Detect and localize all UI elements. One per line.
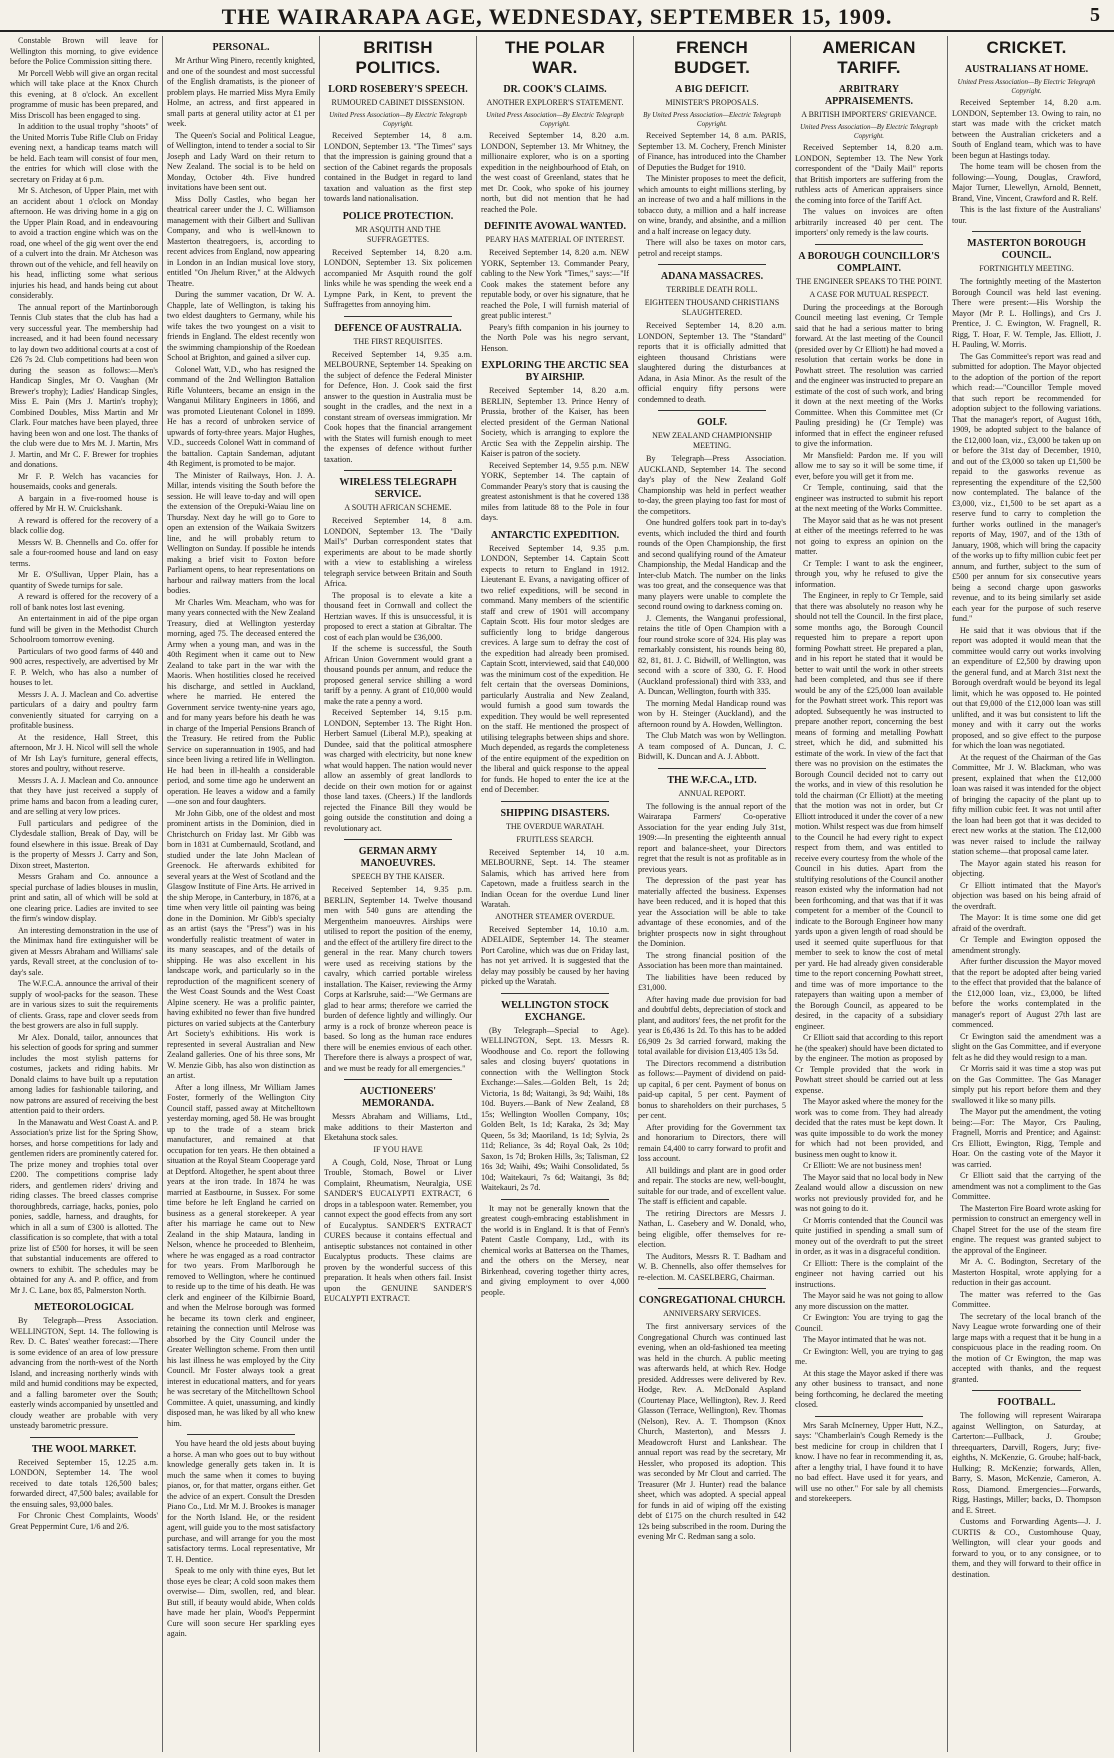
news-paragraph: Mr Porcell Webb will give an organ recital which will take place at the Knox Church this evening, at 8 o'clock. An excellent programme of music has been prepared, and Miss Driscoll has been engaged to sing. (10, 68, 158, 120)
news-paragraph: After having made due provision for bad and doubtful debts, depreciation of stock and plant, and auditors' fees, the net profit for the year is £6,436 1s 2d. To this has to be added £6,909 2s 3d carried forward, making the total available for division £13,405 13s 5d. (638, 994, 786, 1056)
news-paragraph: In addition to the usual trophy "shoots" of the United Morris Tube Rifle Club on Friday evening next, a handicap teams match will be held. Each team will consist of four men, the entries for which will close with the secretary on Friday at 6 p.m. (10, 122, 158, 184)
article-heading: GERMAN ARMY MANOEUVRES. (358, 846, 438, 869)
news-paragraph: J. Clements, the Wanganui professional, retains the title of Open Champion with a four round stroke score of 324. His play was remarkably consistent, his rounds being 80, 82, 81, 81. J. C. Bidwill, of Wellington, was second with a score of 330, G. F. Hood (Auckland professional) third with 333, and A. Duncan, Wellington, fourth with 335. (638, 613, 786, 696)
news-paragraph: The matter was referred to the Gas Committee. (952, 1289, 1101, 1309)
news-paragraph: Mr Alex. Donald, tailor, announces that his selection of goods for spring and summer includes the most stylish patterns for costumes, jackets and riding habits. Mr Donald claims to have built up a reputation among ladies for fashionable tailoring, and now patrons are assured of receiving the best attention paid to their orders. (10, 1032, 158, 1115)
article-heading: ADANA MASSACRES. (660, 271, 764, 282)
news-paragraph: The Auditors, Messrs R. T. Badham and W. B. Chennells, also offer themselves for re-election. M. CASELBERG, Chairman. (638, 1251, 786, 1282)
divider (658, 768, 766, 769)
advertisement: Customs and Forwarding Agents—J. J. CURTIS & CO., Customhouse Quay, Wellington, will clear your goods and forward to you, or to any consignee, or to them, and they will forward to their office in destination. (952, 1517, 1101, 1579)
article-subheading: MINISTER'S PROPOSALS. (665, 98, 759, 107)
article-subheading: ANOTHER EXPLORER'S STATEMENT. (486, 98, 624, 107)
article-heading: DEFINITE AVOWAL WANTED. (484, 221, 626, 232)
article-subheading: RUMOURED CABINET DISSENSION. (331, 98, 465, 107)
article-heading: A BIG DEFICIT. (675, 84, 749, 95)
divider (187, 1434, 295, 1435)
news-paragraph: The W.F.C.A. announce the arrival of their supply of wool-packs for the season. These are in various sizes to suit the requirements of clients. Grass, rape and clover seeds from the best growers are also in full supply. (10, 979, 158, 1030)
article-heading: EXPLORING THE ARCTIC SEA BY AIRSHIP. (481, 360, 629, 383)
news-paragraph: Cr Elliott: There is the complaint of the engineer not having carried out his instructions. (795, 1258, 943, 1289)
news-paragraph: At the request of the Chairman of the Gas Committee, Mr J. W. Blackman, who was present, explained that when the £12,000 loan was raised it was intended for the object of bringing the capacity of the plant up to fifty million cubic feet. It was not until after the loan had been got that it was decided to erect new works at the station. The £12,000 was never raised to include the railway station scheme—that proposal came later. (952, 752, 1101, 856)
article-heading: THE W.F.C.A., LTD. (667, 774, 757, 786)
article-subheading: THE OVERDUE WARATAH. (505, 821, 605, 831)
article-heading: CONGREGATIONAL CHURCH. (638, 1295, 786, 1306)
news-paragraph: The Minister proposes to meet the deficit, which amounts to eight millions sterling, by an increase of two and a half millions in the tobacco duty, a million and a half increase on wine, brandy, and absinthe, and a million and a half increase on legacy duty. (638, 174, 786, 236)
news-paragraph: Received September 14, 9.35 a.m. MELBOURNE, September 14. Speaking on the subject of defence the Federal Minister for Defence, Hon. J. Cook said the first answer to the question in Australia must be sought in the cradles, and the next in a constant stream of overseas immigration. Mr Cook hopes that the financial arrangement with the States will furnish enough to meet the expenses of defence without further taxation. (324, 349, 472, 464)
article-subheading: A CASE FOR MUTUAL RESPECT. (809, 289, 929, 299)
news-paragraph: During the summer vacation, Dr W. A. Chapple, late of Wellington, is taking his two eldest daughters to Germany, while his wife takes the two youngest on a visit to friends in England. The eldest recently won the swimming championship of the Roedean School at Brighton, and gained a silver cup. (167, 290, 315, 362)
news-paragraph: Cr Elliott said that the carrying of the amendment was not a compliment to the Gas Committee. (952, 1171, 1101, 1201)
advertisement: It may not be generally known that the greatest cough-embracing establishment in the world is in England. It is that of Fenn's Patent Castle Company, Ltd., with its chemical works at Battersea on the Thames, and the others on the Mersey, near Birkenhead, covering together thirty acres, and giving employment to over 4,000 people. (481, 1203, 629, 1297)
divider (30, 1437, 138, 1438)
news-paragraph: Constable Brown will leave for Wellington this morning, to give evidence before the Police Commission sitting there. (10, 36, 158, 66)
news-paragraph: A reward is offered for the recovery of a roll of bank notes lost last evening. (10, 592, 158, 612)
column-5 (634, 36, 791, 1752)
news-paragraph: There will also be taxes on motor cars, petrol and receipt stamps. (638, 238, 786, 258)
news-paragraph: The Mayor again stated his reason for objecting. (952, 858, 1101, 878)
news-paragraph: Received September 14, 9.35 p.m. BERLIN, September 14. Twelve thousand men with 540 guns are attending the Mergentheim manoeuvres. Airships were utilised to report the position of the enemy, and the effect of the artillery fire direct to the general in the rear. Many church towers were used as receiving stations by the cavalry, which carried portable wireless installation. The Kaiser, reviewing the Army Corps at Karlsruhe, said:—"We Germans are glad to hear arms; therefore we carried the burden of defence lightly and willingly. Our army is a rock of bronze whereon peace is based. So long as the human race endures there will be enemies envious of each other. Therefore there is always a prospect of war, and we must be ready for all emergencies." (324, 885, 472, 1073)
news-paragraph: Mr E. O'Sullivan, Upper Plain, has a quantity of Swede turnips for sale. (10, 570, 158, 590)
article-heading: MASTERTON BOROUGH COUNCIL. (967, 238, 1086, 261)
news-paragraph: Cr Ewington said the amendment was a slight on the Gas Committee, and if everyone felt as he did they would resign to a man. (952, 1031, 1101, 1062)
news-paragraph: The values on invoices are often arbitrarily increased 40 per cent. The importers' only remedy is the law courts. (795, 207, 943, 237)
wire-credit: United Press Association—By Electric Telegraph Copyright. (800, 123, 938, 140)
divider (972, 231, 1081, 232)
news-paragraph: Received September 14, 8.20 a.m. NEW YORK, September 13. Commander Peary, cabling to the New York "Times," says:—"If Cook makes the statement before any reputable body, or over his signature, that he reached the Pole, I will furnish material of great public interest." (481, 248, 629, 320)
column-7 (948, 36, 1105, 1752)
divider (344, 1079, 452, 1080)
news-paragraph: This is the last fixture of the Australians' tour. (952, 205, 1101, 225)
news-paragraph: Received September 14, 9.35 p.m. LONDON, September 14. Captain Scott expects to return to England in 1912. Lieutenant E. Evans, a navigating officer of two relief expeditions, will be second in command. Many members of the scientific staff and crew of 1901 will accompany Captain Scott. His four motor sledges are sufficiently long to bridge dangerous crevices. A large sum to defray the cost of the expedition had already been promised. Captain Scott, interviewed, said that £40,000 was the minimum cost of the expedition. He felt certain that the overseas Dominions, particularly Australia and New Zealand, would furnish a good sum towards the expedition. They would be well represented on the staff. He mentioned the prospect of utilising telegraphs between ships and shore. Much depended, as regards the completeness of the entire equipment of the expedition on the liberal and quick response to the appeal for funds. He hoped to enter the ice at the end of December. (481, 543, 629, 794)
news-paragraph: Particulars of two good farms of 440 and 900 acres, respectively, are advertised by Mr F. P. Welch, who has also a number of houses to let. (10, 646, 158, 687)
divider (658, 410, 766, 411)
section-heading: BRITISH POLITICS. (355, 38, 441, 77)
news-paragraph: Cr Morris said it was time a stop was put on the Gas Committee. The Gas Manager simply put his report before them and they swallowed it like so many pills. (952, 1064, 1101, 1105)
section-heading: THE POLAR WAR. (504, 38, 606, 77)
article-subheading: FORTNIGHTLY MEETING. (979, 264, 1074, 273)
divider (501, 1199, 609, 1200)
news-paragraph: The retiring Directors are Messrs J. Nathan, L. Casebery and W. Donald, who, being eligible, offer themselves for re-election. (638, 1208, 786, 1249)
news-paragraph: Received September 14, 9.55 p.m. NEW YORK, September 14. The captain of Commander Peary's story that is causing the greatest astonishment is that he covered 138 miles from latitude 88 to the Pole in four days. (481, 460, 629, 522)
news-paragraph: The first anniversary services of the Congregational Church was continued last evening, when an old-fashioned tea meeting was held in the church. A public meeting was afterwards held, at which Rev. Hodge presided. Addresses were delivered by Rev. Hodge, Rev. A. McDonald Aspland (Courtenay Place, Wellington), Rev. J. Reed Glasson (Terrace, Wellington), Rev. Thomas (Nelson), Rev. A. T. Thompson (Knox Church, Masterton), and Messrs J. Meadowcroft Hurst and Lankshear. The annual report was read by the secretary, Mr Hessler, who proposed its adoption. This was seconded by Mr Clout and carried. The Treasurer (Mr J. Hunter) read the balance sheet, which was adopted. A special appeal for funds in aid of wiping off the existing debt of £175 on the church resulted in £42 12s being subscribed in the room. During the evening Mr C. Redman sang a solo. (638, 1322, 786, 1541)
article-subheading: TERRIBLE DEATH ROLL. (666, 285, 758, 294)
section-heading: METEOROLOGICAL (34, 1302, 134, 1313)
news-paragraph: All buildings and plant are in good order and repair. The stocks are new, well-bought, suitable for our trade, and of excellent value. The staff is efficient and capable. (638, 1165, 786, 1206)
news-paragraph: The Mayor: It is time some one did get afraid of the overdraft. (952, 913, 1101, 933)
news-paragraph: Received September 14, 8.20 a.m. LONDON, September 13. Six policemen accompanied Mr Asquith round the golf links while he was spending the week end a Lympne Park, in Kent, to prevent the Suffragettes from annoying him. (324, 247, 472, 309)
news-paragraph: The Mayor said that as he was not present at either of the meetings referred to he was not going to express an opinion on the matter. (795, 515, 943, 556)
article-heading: DR. COOK'S CLAIMS. (503, 84, 607, 95)
news-paragraph: Received September 14, 8 a.m. PARIS, September 13. M. Cochery, French Minister of Finance, has introduced into the Chamber of Deputies the Budget for 1910. (638, 131, 786, 172)
article-heading: A BOROUGH COUNCILLOR'S COMPLAINT. (798, 250, 940, 274)
news-paragraph: The Directors recommend a distribution as follows:—Payment of dividend on paid-up capital, 6 per cent. Payment of bonus on paid-up capital, 5 per cent. Payment of bonus to shareholders on their purchases, 5 per cent. (638, 1058, 786, 1120)
article-heading: LORD ROSEBERY'S SPEECH. (328, 84, 468, 95)
news-paragraph: The strong financial position of the Association has been more than maintained. (638, 950, 786, 970)
article-heading: SHIPPING DISASTERS. (500, 807, 610, 819)
news-paragraph: After a long illness, Mr William James Foster, formerly of the Wellington City Council staff, passed away at Mitchelltown yesterday morning, aged 58. He was brought up to the trade of a steam brick manufacturer, and remained at that occupation for ten years. He then obtained a situation at the Royal Steam Cooperage yard at Deptford. Altogether, he spent about three years at the iron trade. In 1874 he was married at Eastbourne, in Sussex. For some time before he left England he carried on business as a general storekeeper. A year after his marriage he came out to New Zealand in the ship Mataura, landing in Nelson, whence he proceeded to Blenheim, where he was engaged as a road contractor for two years. From Marlborough he removed to Wellington, where he continued to reside up to the time of his death. He was clerk and engineer of the Kilbirnie Board, and when the Melrose borough was formed he became its town clerk and engineer, retaining the connection until Melrose was absorbed by the City Council under the Greater Wellington scheme. From then until his last illness he was employed by the City Council. Mr Foster always took a great interest in educational matters, and for years he was secretary of the Mitchelltown School Committee. A quiet, unassuming, and kindly disposed man, he was liked by all who knew him. (167, 1082, 315, 1428)
article-subheading: THE FIRST REQUISITES. (353, 336, 443, 346)
section-heading: AMERICAN TARIFF. (822, 38, 916, 77)
article-subheading: EIGHTEEN THOUSAND CHRISTIANS SLAUGHTERED. (644, 298, 780, 317)
masthead (0, 0, 1114, 32)
news-paragraph: If the scheme is successful, the South African Union Government would grant a thousand pounds per annum, and reduce the proposed general service shilling a word tariff by a penny. A grant of £10,000 would make the rate a penny a word. (324, 644, 472, 706)
article-heading: DEFENCE OF AUSTRALIA. (334, 322, 462, 334)
news-paragraph: The depression of the past year has materially affected the business. Expenses have been reduced, and it is hoped that this year the Association will be able to take advantage of these economies, and of the brighter prospects now in sight throughout the Dominion. (638, 876, 786, 948)
column-3 (320, 36, 477, 1752)
divider (344, 470, 452, 471)
news-paragraph: Cr Morris contended that the Council was quite justified in spending a small sum of money out of the overdraft to put the street in order, as it was in a disgraceful condition. (795, 1215, 943, 1256)
news-paragraph: After providing for the Government tax and honorarium to Directors, there will remain £4,400 to carry forward to profit and loss account. (638, 1122, 786, 1163)
news-paragraph: Peary's fifth companion in his journey to the North Pole was his negro servant, Henson. (481, 322, 629, 353)
article-subheading: A BRITISH IMPORTERS' GRIEVANCE. (801, 110, 937, 119)
divider (658, 264, 766, 265)
article-subheading: ANNUAL REPORT. (678, 788, 746, 798)
news-paragraph: An entertainment in aid of the pipe organ fund will be given in the Methodist Church Schoolroom tomorrow evening. (10, 614, 158, 644)
page-columns (6, 36, 1108, 1752)
news-paragraph: Messrs Graham and Co. announce a special purchase of ladies blouses in muslin, print and satin, all of which will be sold at one clearing price. Ladies are invited to see the firm's window display. (10, 872, 158, 923)
page-number: 5 (1090, 4, 1100, 26)
news-paragraph: At this stage the Mayor asked if there was any other business to transact, and none being forthcoming, he declared the meeting closed. (795, 1368, 943, 1409)
news-paragraph: Mr F. P. Welch has vacancies for housemaids, cooks and generals. (10, 471, 158, 491)
article-subheading: THE ENGINEER SPEAKS TO THE POINT. (795, 276, 943, 286)
news-paragraph: After further discussion the Mayor moved that the report be adopted after being varied to the effect that provided that the balance of the £12,000 loan, viz., £3,000, be lifted before the works contemplated in the manager's report of August 27th last are commenced. (952, 957, 1101, 1029)
news-paragraph: Messrs J. A. J. Maclean and Co. announce that they have just received a supply of prime hams and bacon from a leading curer, and are selling at very low prices. (10, 775, 158, 816)
wire-credit: United Press Association—By Electric Telegraph Copyright. (957, 78, 1096, 95)
section-heading: THE WOOL MARKET. (31, 1443, 137, 1455)
advertisement: Mrs Sarah McInerney, Upper Hutt, N.Z., says: "Chamberlain's Cough Remedy is the best medicine for croup in children that I know. I have no fear in recommending it, as, after a lengthy trial, I have found it to have no bad effect. Have used it for years, and will use no other." For sale by all chemists and storekeepers. (795, 1420, 943, 1503)
news-paragraph: Received September 14, 8.20 a.m. BERLIN, September 13. Prince Henry of Prussia, brother of the Kaiser, has been elected president of the German National Society, which is arranging to explore the Arctic Sea with the Zeppelin airship. The Kaiser is patron of the society. (481, 386, 629, 458)
news-paragraph: Received September 14, 8.20 a.m. LONDON, September 13. Owing to rain, no start was made with the cricket match between the Australian cricketers and a South of England team, which was to have been begun at Hastings today. (952, 98, 1101, 160)
divider (501, 801, 609, 802)
divider (344, 839, 452, 840)
news-paragraph: The Mayor asked where the money for the work was to come from. They had already decided that the rates must be kept down. It was quite impossible to do work the money for which had not been provided, and business men ought to know it. (795, 1097, 943, 1159)
news-paragraph: The annual report of the Martinborough Tennis Club states that the club has had a very successful year. The membership had increased, and it had been found necessary to lay down two additional courts at a cost of £26 7s 2d. Club competitions had been won during the season as follows:—Men's Handicap Singles, Mr O. Vaughan (Mr Brewer's trophy); Ladies' Handicap Singles, Miss E. Pain (Mrs J. Martin's trophy); Combined Doubles, Miss Martin and Mr Clark. Four matches have been played, three having been won and one lost. The thanks of the club were due to Mrs M. J. Martin, Mrs J. Martin, and Mr C. F. Brewer for trophies and donations. (10, 302, 158, 469)
wire-credit: By United Press Association—Electric Telegraph Copyright. (643, 111, 781, 128)
advertisement: You have heard the old jests about buying a horse. A man who goes out to buy without knowledge generally gets taken in. It is much the same when it comes to buying pianos, or, for that matter, organs either. Get the advice of an expert. Consult the Dresden Piano Co., Ltd. Mr M. J. Brookes is manager for the North Island. He, or the resident agent, will guide you to the most satisfactory purchase, and will arrange for you the most satisfactory terms. Local representative, Mr T. H. Dentice. (167, 1439, 315, 1564)
column-6 (791, 36, 948, 1752)
advertisement: A Cough, Cold, Nose, Throat or Lung Trouble, Stomach, Bowel or Liver Complaint, Rheumatism, Neuralgia, USE SANDER'S EUCALYPTI EXTRACT, 6 drops in a tablespoon water. Remember, you cannot expect the good effects from any sort of Eucalyptus. SANDER'S EXTRACT CURES because it contains effectual and antiseptic substances not contained in other Eucalyptus products. These claims are proven by the wonderful success of this preparation. It heals when others fail. Insist upon the GENUINE SANDER'S EUCALYPTI EXTRACT. (324, 1157, 472, 1303)
news-paragraph: The Gas Committee's report was read and submitted for adoption. The Mayor objected to the adoption of the portion of the report which read:—"Councillor Temple moved that such report be recommended for adoption subject to the following variations. That the manager's report, of August 16th, 1909, be adopted subject to the balance of the £12,000 loan, viz., £3,000 be taken up on or before the 31st day of December, 1910, and out of the £3,000 so taken up £1,500 be repaid to the gasworks revenue as representing the expenditure of the £2,500 now contemplated. The balance of the £3,000, viz., £1,500 to be set apart as a reserve fund to carry to completion the further works outlined in the manager's reports of May, 1907, and of the 13th of January, 1908, which will bring the capacity of the works up to fifty million cubic feet per annum, and further, subject to the sum of £500 per annum for six consecutive years being a second charge upon gasworks revenue, and to its being similarly set aside each year for the purpose of such reserve fund." (952, 351, 1101, 623)
article-subheading: A SOUTH AFRICAN SCHEME. (344, 503, 452, 512)
article-heading: ANTARCTIC EXPEDITION. (490, 529, 620, 541)
news-paragraph: Messrs J. A. J. Maclean and Co. advertise particulars of a dairy and poultry farm conveniently situated for carrying on a profitable business. (10, 689, 158, 730)
article-heading: WIRELESS TELEGRAPH SERVICE. (339, 477, 457, 500)
section-heading: PERSONAL. (212, 42, 270, 53)
section-heading: CRICKET. (986, 38, 1067, 57)
news-paragraph: Cr Temple, continuing, said that the engineer was instructed to submit his report at the next meeting of the Works Committee. (795, 483, 943, 513)
news-paragraph: Cr Elliott intimated that the Mayor's objection was based on his being afraid of the overdraft. (952, 880, 1101, 911)
advertisement-verse: Speak to me only with thine eyes, But let those eyes be clear; A cold soon makes them overwise— Dim, swollen, red, and blear. But still, if beauty would abide, When colds have made her plain, Wood's Peppermint Cure will soon secure Her sparkling eyes again. (167, 1566, 315, 1638)
news-paragraph: During the proceedings at the Borough Council meeting last evening, Cr Temple said that he had a serious matter to bring forward. At the last meeting of the Council (presided over by Cr Elliott) he had moved a resolution that certain works be done in Powhatt street. The resolution was carried and the engineer was instructed to prepare an estimate of the cost of such work, and bring it down at the next meeting of the Works Committee. When this Committee met (Cr Pauling presiding) he (Cr Temple) was informed that in effect the engineer refused to give the information. (795, 302, 943, 448)
divider (815, 244, 923, 245)
news-paragraph: Cr Elliott: We are not business men! (803, 1161, 922, 1170)
news-paragraph: The proposal is to elevate a kite a thousand feet in Cornwall and collect the Hertzian waves. If this is unsuccessful, it is proposed to erect a station at Gibraltar. The cost of each plan would be £36,000. (324, 590, 472, 642)
news-paragraph: Mr A. C. Bodington, Secretary of the Masterton Hospital, wrote applying for a reduction in their gas account. (952, 1257, 1101, 1287)
news-paragraph: Mr S. Atcheson, of Upper Plain, met with an accident about 1 o'clock on Monday afternoon. He was driving home in a gig on the Upper Plain Road, and in endeavouring to avoid a traction engine which was on the road, one wheel of the gig went over the end of a culvert into the drain. Mr Atcheson was thrown out of the vehicle, and fell heavily on his head, inflicting some what serious injuries his head, and hands being cut about considerably. (10, 186, 158, 300)
article-subheading: PEARY HAS MATERIAL OF INTEREST. (485, 235, 625, 244)
news-paragraph: At the residence, Hall Street, this afternoon, Mr J. H. Nicol will sell the whole of Mr Ish Lay's furniture, general effects, stores and poultry, without reserve. (10, 732, 158, 773)
article-heading: AUSTRALIANS AT HOME. (964, 64, 1089, 75)
column-2 (163, 36, 320, 1752)
news-paragraph: Colonel Watt, V.D., who has resigned the command of the 2nd Wellington Battalion Rifle Volunteers, became an ensign in the Wanganui Military Engineers in 1866, and was promoted Lieutenant Colonel in 1899. He has a record of unbroken service of upwards of forty-three years. Major Hughes, V.D., succeeds Colonel Watt in command of the battalion. Captain Sandeman, adjutant 4th Regiment, is promoted to be major. (167, 364, 315, 468)
divider (972, 1390, 1081, 1391)
article-heading: POLICE PROTECTION. (342, 210, 454, 222)
news-paragraph: Messrs W. B. Chennells and Co. offer for sale a four-roomed house and land on easy terms. (10, 537, 158, 568)
news-paragraph: (By Telegraph—Special to Age). WELLINGTON, Sept. 13. Messrs R. Woodhouse and Co. report the following sales and closing buyers' quotations in connection with the Wellington Stock Exchange:—Sales.—Golden Belt, 1s 2d; Victoria, 1s 8d; Waitangi, 3s 9d; Waihi, 18s 10d. Buyers.—Bank of New Zealand, £8 15s; Wellington Woollen Company, 10s; Golden Belt, 1s 1d; Karaka, 2s 3d; May Queen, 5s 3d; Maoriland, 1s 1d; Sylvia, 2s 11d; Reliance, 3s 4d; Royal Oak, 2s 10d; Saxon, 1s 7d; Broken Hills, 3s; Talisman, £2 16s 3d; Waihi, 49s; Waihi Consolidated, 5s 10d; Waitekauri, 7s 6d; Waitangi, 3s 8d; Waitekauri, 2s 7d. (481, 1025, 629, 1192)
news-paragraph: The following is the annual report of the Wairarapa Farmers' Co-operative Association for the year ending July 31st, 1909:—In presenting the eighteenth annual report and balance-sheet, your Directors regret that the result is not as profitable as in previous years. (638, 801, 786, 874)
news-paragraph: The Club Match was won by Wellington. A team composed of A. Duncan, J. C. Bidwill, K. Duncan and A. J. Abbott. (638, 731, 786, 761)
article-subheading: SPEECH BY THE KAISER. (351, 872, 445, 881)
news-paragraph: The Mayor put the amendment, the voting being:—For: The Mayor, Crs Pauling, Fragnell, Morris and Prentice; and Against: Crs Elliott, Ewington, Rigg, Temple and Hoar. On the casting vote of the Mayor it was carried. (952, 1107, 1101, 1169)
news-paragraph: Miss Dolly Castles, who began her theatrical career under the J. C. Williamson management with their Gilbert and Sullivan Company, and who is well-known to Masterton theatregoers, is, according to recent advices from England, now appearing in London in an Indian musical love story, entitled "On Jhelum River," at the Aldwych Theatre. (167, 194, 315, 288)
news-paragraph: The Masterton Fire Board wrote asking for permission to construct an emergency well in Chapel Street for the use of the steam fire engine. The request was granted subject to the approval of the Engineer. (952, 1203, 1101, 1255)
divider (344, 316, 452, 317)
news-paragraph: The Mayor intimated that he was not. (803, 1335, 927, 1344)
news-paragraph: A reward is offered for the recovery of a black collie dog. (10, 515, 158, 535)
newspaper-title: THE WAIRARAPA AGE, WEDNESDAY, SEPTEMBER 15, 1909. (221, 4, 893, 29)
news-paragraph: Received September 14, 8.20 a.m. LONDON, September 13. The "Standard" reports that it is officially admitted that eighteen thousand Christians were slaughtered during the disturbances at Adana, in Asia Minor. As the result of the official enquiry fifty persons were condemned to death. (638, 321, 786, 404)
news-paragraph: Messrs Abraham and Williams, Ltd., make additions to their Masterton and Eketahuna stock sales. (324, 1112, 472, 1142)
article-heading: AUCTIONEERS' MEMORANDA. (359, 1086, 437, 1109)
news-paragraph: Mr Arthur Wing Pinero, recently knighted, and one of the soundest and most successful of the English dramatists, is the pioneer of problem plays. He married Miss Myra Emily Holme, an actress, and first appeared in small parts at general utility actor at £1 per week. (167, 56, 315, 128)
news-paragraph: An interesting demonstration in the use of the Minimax hand fire extinguisher will be given at Messrs Abraham and Williams' sale yards, Revall street, at the conclusion of to-day's sale. (10, 925, 158, 977)
news-paragraph: Received September 14, 10 a.m. MELBOURNE, Sept. 14. The steamer Salamis, which has arrived here from Capetown, made a fruitless search in the Indian Ocean for the overdue Lund liner Waratah. (481, 847, 629, 909)
news-paragraph: The liabilities have been reduced by £31,000. (638, 972, 786, 992)
news-paragraph: Full particulars and pedigree of the Clydesdale stallion, Break of Day, will be found elsewhere in this issue. Break of Day is the property of Messrs J. Carry and Son, Dixon street, Masterton. (10, 818, 158, 870)
advertisement-heading: IF YOU HAVE (373, 1144, 423, 1154)
news-paragraph: He said that it was obvious that if the report was adopted it would mean that the committee would carry out works involving an expenditure of £2,500 by drawing upon the general fund, and at March 31st next the Borough overdraft would be beyond its legal limit, which he was opposed to. He pointed out that £9,000 of the £12,000 loan was still unlifted, and it was but consistent to lift the money and with it carry out the works proposed, and so give effect to the purpose for which the loan was negotiated. (952, 625, 1101, 750)
section-heading: FRENCH BUDGET. (673, 38, 751, 77)
divider (815, 1416, 923, 1417)
article-subheading: MR ASQUITH AND THE SUFFRAGETTES. (355, 224, 441, 244)
news-paragraph: A bargain in a five-roomed house is offered by Mr H. W. Cruickshank. (10, 493, 158, 513)
news-paragraph: The Queen's Social and Political League, of Wellington, intend to tender a social to Sir Joseph and Lady Ward on their return to New Zealand. The social is to be held on Monday, October 4th. Five hundred invitations have been sent out. (167, 130, 315, 192)
news-paragraph: The following will represent Wairarapa against Wellington, on Saturday, at Carterton:—Fullback, J. Groube; threequarters, Darvill, Rogers, Jury; five-eighths, N. McKenzie, G. Groube; half-back, Hulking; R. McKenzie; forwards, Allen, Barry, S. Mason, McKenzie, Cameron, A. Ross, Diamond. Emergencies—Forwards, Rigg, Hastings, Miller; backs, D. Thompson and E. Street. (952, 1411, 1101, 1515)
news-paragraph: Received September 14, 8.20 a.m. LONDON, September 13. Mr Whitney, the millionaire explorer, who is on a sporting expedition in the neighbourhood of Etah, on the west coast of Greenland, states that he met Dr. Cook, who spoke of his journey north, but did not mention that he had reached the Pole. (481, 131, 629, 214)
article-heading: ARBITRARY APPRAISEMENTS. (824, 84, 914, 107)
news-paragraph: Mr Charles Wm. Meacham, who was for many years connected with the New Zealand Treasury, died at Wellington yesterday morning, aged 75. The deceased entered the Army when a young man, and was in the 40th Regiment when it came out to New Zealand to take part in the war with the Maoris. When hostilities closed he received his discharge, and settled in Auckland, where he married. He entered the Government service twenty-nine years ago, and for many years before his death he was in charge of the Imperial Pensions Branch of the Treasury. He retired from the Public Service on superannuation in 1905, and had since been living a retired life in Wellington. He had been in ill-health a considerable period, and some time ago he underwent an operation. He leaves a widow and a family—one son and four daughters. (167, 597, 315, 806)
wire-credit: United Press Association—By Electric Telegraph Copyright. (329, 111, 467, 128)
article-subheading: FRUITLESS SEARCH. (516, 834, 594, 844)
column-4 (477, 36, 634, 1752)
news-paragraph: Received September 15, 12.25 a.m. LONDON, September 14. The wool received to date totals 126,500 bales; forwarded direct, 47,500 bales; available for the ensuing sales, 93,000 bales. (10, 1457, 158, 1509)
footer-note: For Chronic Chest Complaints, Woods' Great Peppermint Cure, 1/6 and 2/6. (10, 1511, 158, 1531)
news-paragraph: Received September 14, 8 a.m. LONDON, September 13. "The Times" says that the impression is gaining ground that a section of the Cabinet regards the proposals contained in the Budget in regard to land taxation and valuation as the first step towards land nationalisation. (324, 131, 472, 203)
article-heading: FOOTBALL. (997, 1397, 1056, 1408)
article-heading: GOLF. (697, 417, 727, 428)
news-paragraph: Received September 14, 8.20 a.m. LONDON, September 13. The New York correspondent of the "Daily Mail" reports that British importers are suffering from the ruthless acts of American appraisers since the coming into force of the Tariff Act. (795, 143, 943, 205)
news-paragraph: Cr Temple: I want to ask the engineer, through you, why he refused to give the information. (795, 558, 943, 589)
news-paragraph: Mr John Gibb, one of the oldest and most prominent artists in the Dominion, died in Christchurch on Friday last. Mr Gibb was born in 1831 at Cumbernauld, Scotland, and studied under the late John Maclean of Greenock. He afterwards exhibited for several years at the West of Scotland and the Glasgow Institute of Fine Arts. He arrived in the ship Merope, in Canterbury, in 1876, at a time when very little oil painting was being done in the Dominion. Mr Gibb's specialty as an artist (says the "Press") was in his wonderfully realistic treatment of water in its many seascapes, and of the details of shipping. He was also excellent in his landscape work, and particularly so in the reproduction of the magnificent scenery of the West Coast Sounds and the West Coast Alpine scenery. He was a prolific painter, having exhibited no fewer than five hundred pictures on varied subjects at the Canterbury Art Society's exhibitions. His work is represented in several Australian and New Zealand galleries. One of his three sons, Mr W. Menzie Gibb, has also won distinction as an artist. (167, 808, 315, 1080)
news-paragraph: Cr Temple and Ewington opposed the amendment strongly. (952, 935, 1101, 955)
news-paragraph: By Telegraph—Press Association. WELLINGTON, Sept. 14. The following is Rev. D. C. Bates' weather forecast:—There is some evidence of an area of low pressure advancing from the north-west of the North Island, and increasing northerly winds with mild and humid conditions may be expected, and a falling barometer over the South; easterly winds accompanied by unsettled and cloudy weather are probable with very unsteady barometric pressure. (10, 1316, 159, 1430)
news-paragraph: One hundred golfers took part in to-day's events, which included the third and fourth rounds of the Open Championship, the first and second qualifying round of the Amateur Championship, the Medal Handicap and the Inter-club Match. The number on the links was too great, and the consequence was that many players were unable to complete the second round owing to darkness coming on. (638, 518, 786, 611)
news-paragraph: The morning Medal Handicap round was won by H. Steinger (Auckland), and the afternoon round by A. Howden, Wellington. (638, 698, 786, 729)
news-paragraph: By Telegraph—Press Association. AUCKLAND, September 14. The second day's play of the New Zealand Golf Championship was held in perfect weather to-day, the green playing too fast for most of the competitors. (638, 454, 786, 516)
news-paragraph: The Mayor said that no local body in New Zealand would allow a discussion on new works not previously provided for, and he was not going to do it. (795, 1172, 943, 1213)
article-subheading: NEW ZEALAND CHAMPIONSHIP MEETING. (652, 431, 772, 450)
wire-credit: United Press Association—By Electric Telegraph Copyright. (486, 111, 624, 128)
news-paragraph: The secretary of the local branch of the Navy League wrote forwarding one of their large maps with a request that it be hung in a conspicuous place in the reading room. On the motion of Cr Ewington, the map was accepted with thanks, and the request granted. (952, 1311, 1101, 1384)
article-subheading: ANNIVERSARY SERVICES. (663, 1309, 761, 1318)
news-paragraph: The fortnightly meeting of the Masterton Borough Council was held last evening. There were present:—His Worship the Mayor (Mr P. L. Hollings), and Crs J. Prentice, J. C. Ewington, W. Fragnell, R. Rigg, T. Hoar, F. W. Temple, Jas. Elliott, J. H. Pauling, W. Morris. (952, 277, 1101, 349)
news-paragraph: Cr Elliott said that according to this report he (the speaker) should have been dictated to by the engineer. The motion as proposed by Cr Temple provided that the work in Powhatt street should be carried out at less expense. (795, 1033, 943, 1095)
news-paragraph: The Engineer, in reply to Cr Temple, said that there was absolutely no reason why he should not tell the Council. In the first place, some months ago, the Borough Council requested him to prepare a report upon forming Powhatt street. He prepared a plan, and in his report he stated that it would be better to wait until the work in other streets had been completed, and thus see if there would be any of the £25,000 loan available for the Powhatt street work. This report was adopted. Subsequently he was instructed to prepare another report, concerning the best means of forming and metalling Powhatt street, which he did, and submitted his estimate of the work. In view of the fact that there was no provision on the estimates the Borough Council decided not to carry out the works, and in view of this resolution he told the chairman (Cr Elliott) at the meeting that the motion was not in order, but Cr Elliott introduced it under the cover of a new motion. Whilst respect was due from himself to the Council he had every right to expect respect from them, and was entitled to receive every courtesy from the whole of the Council in his duties. Apart from the stultifying resolutions of the Council another reason existed why the information had not been forthcoming, and that was that if it was competent for a member of the Council to indicate to the Borough Engineer how many yards upon a given length of road should be used it seemed quite superfluous for that member to seek to know the cost of metal per yard. He had already given considerable time to the report concerning Powhatt street, and time was of more importance to the ratepayers than waiting upon a member of the Borough Council, as appeared to be desired, in the capacity of a subsidiary engineer. (795, 591, 943, 1031)
news-paragraph: In the Manawatu and West Coast A. and P. Association's prize list for the Spring Show, horses, and horse competitions for lady and gentlemen riders are prominently catered for. The prize money and trophies total over £200. The competitions comprise lady riders, and gentlemen riders' driving and riding classes. The breed classes comprise thoroughbreds, carriage, hacks, ponies, polo ponies, saddle, harness, and draughts, for which in all a sum of £300 is allotted. The classification is so complete, that with a total prize list of £500 for horses, it will be seen that substantial inducements are offered to owners to exhibit. The schedules may be obtained for any A. and P. office, and from Mr J. C. Lane, box 85, Palmerston North. (10, 1117, 158, 1295)
news-paragraph: Mr Mansfield: Pardon me. If you will allow me to say so it will be some time, if ever, before you will get it from me. (795, 450, 943, 481)
news-paragraph: The home team will be chosen from the following:—Young, Douglas, Crawford, Major Turner, Llewellyn, Arnold, Bennett, Brand, Vine, Vincent, Crawford and R. Relf. (952, 162, 1101, 203)
news-paragraph: Received September 14, 8 a.m. LONDON, September 13. The "Daily Mail's" Durban correspondent states that experiments are about to be made shortly with a view to establishing a wireless telegraph service between Britain and South Africa. (324, 516, 472, 588)
news-paragraph: Received September 14, 10.10 a.m. ADELAIDE, September 14. The steamer Port Caroline, which was due on Friday last, has not yet arrived. It is suggested that the delay may possibly be caused by her having picked up the Waratah. (481, 924, 629, 986)
news-paragraph: Cr Ewington: You are trying to gag the Council. (795, 1313, 943, 1333)
news-paragraph: The Mayor said he was not going to allow any more discussion on the matter. (795, 1291, 943, 1311)
column-1 (6, 36, 163, 1752)
article-subheading: ANOTHER STEAMER OVERDUE. (495, 911, 615, 921)
news-paragraph: Received September 14, 9.15 p.m. LONDON, September 13. The Right Hon. Herbert Samuel (Liberal M.P.), speaking at Dundee, said that the political atmosphere was charged with electricity, but none knew what would happen. The nation would never allow an assembly of great landlords to decide on their own motion for or against those land taxes. (Cheers.) If the landlords rejected the Finance Bill they would be going outside the constitution and doing a revolutionary act. (324, 708, 472, 833)
news-paragraph: Cr Ewington: Well, you are trying to gag me. (795, 1346, 943, 1366)
divider (501, 993, 609, 994)
divider (658, 1288, 766, 1289)
article-heading: WELLINGTON STOCK EXCHANGE. (501, 999, 609, 1023)
news-paragraph: The Minister of Railways, Hon. J. A. Millar, intends visiting the South before the session. He will leave to-day and will open the extension of the Orepuki-Waiau line on Thursday. Next day he will go to Gore to open an extension of the Waikaia Switzers line, and he will probably return to Wellington on Sunday. If possible he intends making a brief visit to Foxton before Parliament opens, to hear representations on harbour and railway matters from the local bodies. (167, 470, 315, 595)
